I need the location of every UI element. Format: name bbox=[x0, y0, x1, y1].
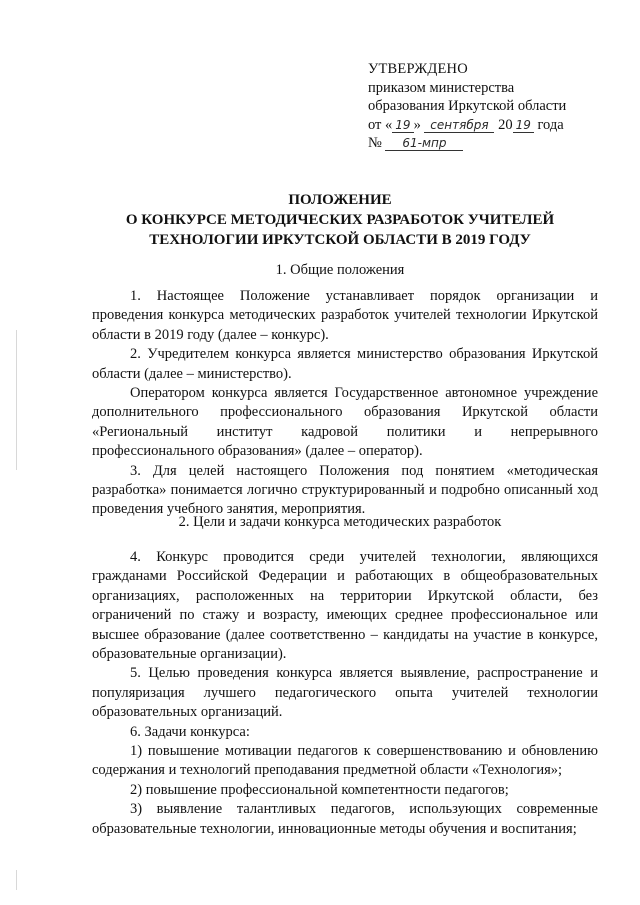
approval-date-line bbox=[368, 116, 618, 135]
scan-edge-mark bbox=[16, 870, 17, 890]
handwritten-day: 19 bbox=[392, 118, 413, 133]
number-prefix: № bbox=[368, 135, 382, 151]
paragraph: 2. Учредителем конкурса является министерство образования Иркутской области (далее – министерство). bbox=[92, 346, 598, 382]
section-2-body bbox=[92, 548, 598, 839]
date-suffix: года bbox=[537, 116, 564, 133]
section-1-heading: 1. Общие положения bbox=[275, 262, 405, 278]
date-year-prefix: 20 bbox=[498, 116, 513, 133]
paragraph: 3) выявление талантливых педагогов, использующих современные образовательные технологии, инновационные методы обучения и воспитания; bbox=[92, 801, 598, 837]
document-title bbox=[40, 190, 640, 250]
approval-heading: УТВЕРЖДЕНО bbox=[368, 61, 468, 77]
approval-line-2: образования Иркутской области bbox=[368, 98, 567, 114]
title-line-2: О КОНКУРСЕ МЕТОДИЧЕСКИХ РАЗРАБОТОК УЧИТЕЛЕЙ bbox=[125, 212, 555, 228]
approval-stamp-block bbox=[368, 60, 618, 153]
handwritten-order-number: 61-мпр bbox=[385, 136, 463, 151]
date-mid: » bbox=[413, 116, 421, 133]
scan-edge-mark bbox=[16, 330, 17, 470]
paragraph: 5. Целью проведения конкурса является выявление, распространение и популяризация лучшего педагогического опыта учителей технологии образовательных организаций. bbox=[92, 665, 598, 721]
paragraph: 4. Конкурс проводится среди учителей технологии, являющихся гражданами Российской Федерации и работающих в общеобразовательных организациях, расположенных на территории Иркутской области, без ограничений по стажу и возрасту, имеющих среднее профессиональное или высшее образование (далее соответственно – кандидаты на участие в конкурсе, образовательные организации). bbox=[92, 549, 598, 663]
paragraph: 1) повышение мотивации педагогов к совершенствованию и обновлению содержания и технологий преподавания предметной области «Технология»; bbox=[92, 743, 598, 779]
handwritten-year: 19 bbox=[513, 118, 534, 133]
paragraph: 3. Для целей настоящего Положения под понятием «методическая разработка» понимается логично структурированный и подробно описанный ход проведения учебного занятия, мероприятия. bbox=[92, 462, 598, 518]
paragraph: 1. Настоящее Положение устанавливает порядок организации и проведения конкурса методических разработок учителей технологии Иркутской области в 2019 году (далее – конкурс). bbox=[92, 288, 598, 343]
paragraph: 2) повышение профессиональной компетентности педагогов; bbox=[130, 781, 509, 798]
section-2-heading: 2. Цели и задачи конкурса методических разработок bbox=[178, 514, 502, 530]
approval-line-1: приказом министерства bbox=[368, 79, 515, 96]
title-line-1: ПОЛОЖЕНИЕ bbox=[288, 192, 392, 208]
date-prefix: от « bbox=[368, 116, 393, 133]
title-line-3: ТЕХНОЛОГИИ ИРКУТСКОЙ ОБЛАСТИ В 2019 ГОДУ bbox=[149, 232, 531, 248]
approval-number-line bbox=[368, 134, 618, 153]
section-1-body bbox=[92, 287, 598, 520]
paragraph: Оператором конкурса является Государственное автономное учреждение дополнительного профессионального образования Иркутской области «Региональный институт кадровой политики и непрерывного профессионального образования» (далее – оператор). bbox=[92, 385, 598, 460]
paragraph: 6. Задачи конкурса: bbox=[130, 723, 250, 740]
handwritten-month: сентября bbox=[424, 118, 494, 133]
